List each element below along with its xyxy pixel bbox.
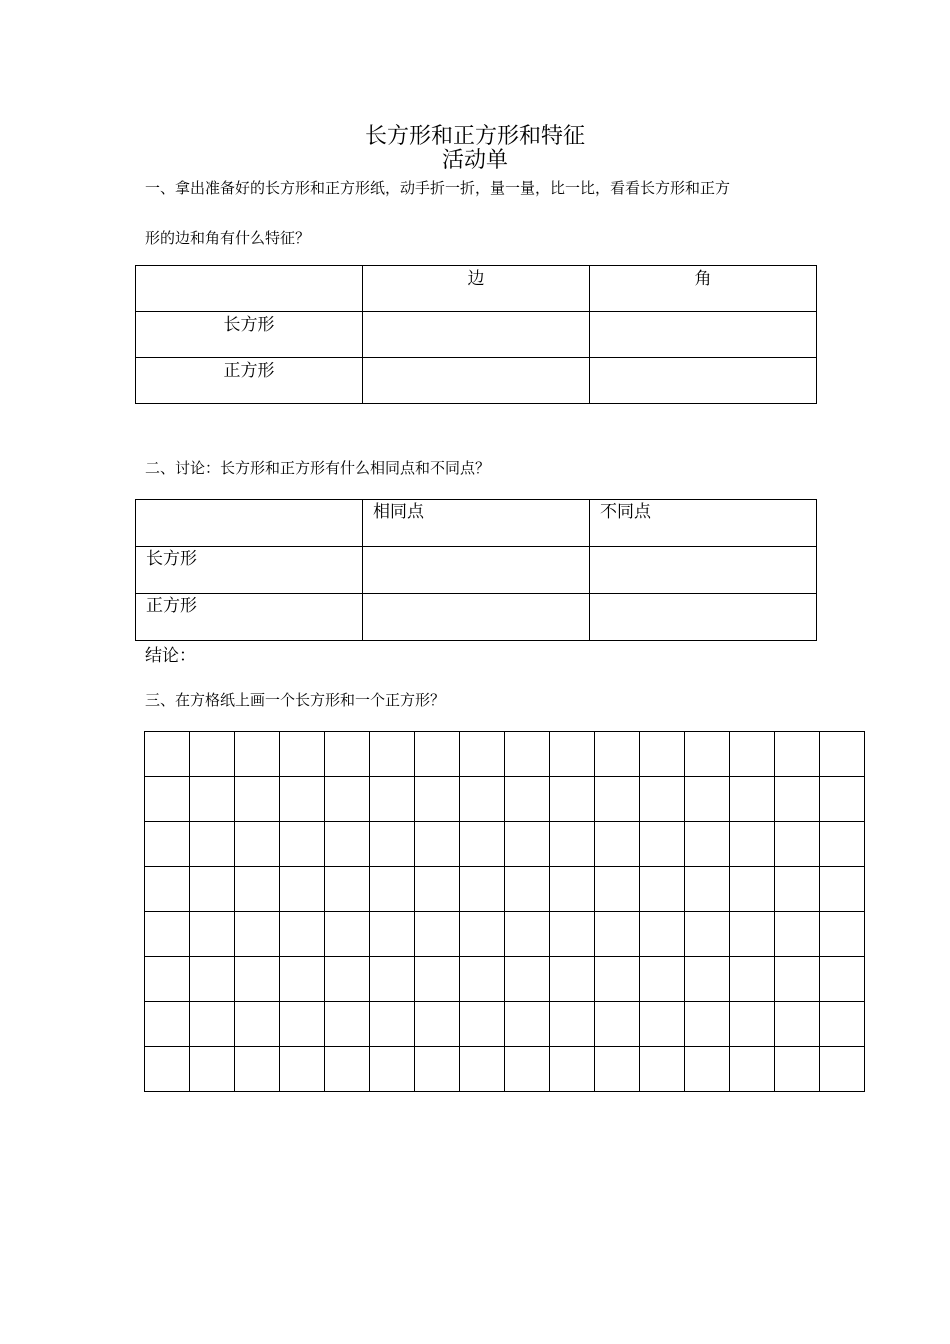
grid-cell[interactable] (325, 867, 370, 912)
grid-cell[interactable] (370, 777, 415, 822)
table-header-cell (136, 500, 363, 547)
grid-cell[interactable] (235, 912, 280, 957)
table-header-cell (136, 266, 363, 312)
grid-cell[interactable] (730, 822, 775, 867)
grid-cell[interactable] (235, 732, 280, 777)
grid-cell[interactable] (325, 777, 370, 822)
section1-instruction-line2: 形的边和角有什么特征？ (145, 229, 311, 247)
grid-row (145, 867, 865, 912)
grid-cell[interactable] (505, 867, 550, 912)
grid-cell[interactable] (280, 867, 325, 912)
grid-cell[interactable] (640, 822, 685, 867)
grid-cell[interactable] (190, 777, 235, 822)
grid-cell[interactable] (325, 957, 370, 1002)
table-header-cell: 边 (363, 266, 590, 312)
grid-row (145, 912, 865, 957)
answer-cell[interactable] (363, 547, 590, 594)
section2-heading: 二、讨论：长方形和正方形有什么相同点和不同点？ (145, 459, 491, 477)
document-title: 长方形和正方形和特征 (364, 124, 585, 149)
grid-cell[interactable] (415, 732, 460, 777)
grid-cell[interactable] (190, 732, 235, 777)
table-header-row (136, 266, 817, 312)
grid-cell[interactable] (145, 957, 190, 1002)
grid-cell[interactable] (820, 1047, 865, 1092)
table-row (136, 594, 817, 641)
grid-cell[interactable] (235, 867, 280, 912)
grid-cell[interactable] (370, 957, 415, 1002)
grid-cell[interactable] (685, 1047, 730, 1092)
grid-cell[interactable] (190, 912, 235, 957)
grid-cell[interactable] (235, 777, 280, 822)
grid-cell[interactable] (325, 1002, 370, 1047)
answer-cell[interactable] (363, 358, 590, 404)
grid-cell[interactable] (190, 867, 235, 912)
answer-cell[interactable] (590, 312, 817, 358)
grid-cell[interactable] (775, 732, 820, 777)
grid-cell[interactable] (820, 867, 865, 912)
answer-cell[interactable] (363, 312, 590, 358)
grid-cell[interactable] (505, 777, 550, 822)
grid-cell[interactable] (235, 1002, 280, 1047)
grid-cell[interactable] (145, 777, 190, 822)
grid-cell[interactable] (415, 912, 460, 957)
grid-cell[interactable] (775, 957, 820, 1002)
grid-cell[interactable] (370, 1047, 415, 1092)
grid-cell[interactable] (775, 777, 820, 822)
grid-cell[interactable] (595, 1002, 640, 1047)
grid-cell[interactable] (190, 957, 235, 1002)
grid-row (145, 1002, 865, 1047)
table-row-label: 正方形 (136, 594, 363, 641)
grid-cell[interactable] (325, 1047, 370, 1092)
table-header-cell: 角 (590, 266, 817, 312)
table-row-label: 长方形 (136, 312, 363, 358)
grid-cell[interactable] (190, 1047, 235, 1092)
edges-angles-table (135, 265, 817, 404)
grid-cell[interactable] (460, 867, 505, 912)
grid-cell[interactable] (820, 912, 865, 957)
grid-cell[interactable] (685, 867, 730, 912)
grid-cell[interactable] (550, 867, 595, 912)
grid-cell[interactable] (460, 912, 505, 957)
grid-cell[interactable] (685, 822, 730, 867)
grid-cell[interactable] (640, 732, 685, 777)
answer-cell[interactable] (590, 547, 817, 594)
grid-cell[interactable] (325, 912, 370, 957)
grid-cell[interactable] (505, 822, 550, 867)
grid-cell[interactable] (730, 732, 775, 777)
grid-cell[interactable] (460, 732, 505, 777)
grid-cell[interactable] (775, 1047, 820, 1092)
grid-cell[interactable] (775, 867, 820, 912)
answer-cell[interactable] (590, 358, 817, 404)
grid-cell[interactable] (730, 957, 775, 1002)
grid-cell[interactable] (550, 822, 595, 867)
grid-cell[interactable] (640, 957, 685, 1002)
grid-cell[interactable] (730, 867, 775, 912)
grid-cell[interactable] (145, 867, 190, 912)
grid-cell[interactable] (505, 912, 550, 957)
grid-row (145, 957, 865, 1002)
grid-cell[interactable] (550, 912, 595, 957)
grid-row (145, 732, 865, 777)
grid-cell[interactable] (235, 1047, 280, 1092)
table-row (136, 312, 817, 358)
grid-cell[interactable] (820, 1002, 865, 1047)
table-row-label: 正方形 (136, 358, 363, 404)
grid-cell[interactable] (685, 912, 730, 957)
grid-cell[interactable] (640, 867, 685, 912)
grid-row (145, 822, 865, 867)
grid-cell[interactable] (370, 732, 415, 777)
grid-cell[interactable] (325, 732, 370, 777)
grid-cell[interactable] (370, 867, 415, 912)
grid-cell[interactable] (640, 1047, 685, 1092)
conclusion-label: 结论： (145, 646, 196, 666)
grid-cell[interactable] (460, 822, 505, 867)
grid-cell[interactable] (775, 822, 820, 867)
grid-cell[interactable] (415, 822, 460, 867)
grid-cell[interactable] (595, 1047, 640, 1092)
grid-cell[interactable] (550, 777, 595, 822)
grid-cell[interactable] (505, 732, 550, 777)
grid-cell[interactable] (145, 822, 190, 867)
grid-cell[interactable] (595, 822, 640, 867)
grid-row (145, 777, 865, 822)
grid-cell[interactable] (415, 777, 460, 822)
grid-cell[interactable] (595, 912, 640, 957)
grid-cell[interactable] (280, 777, 325, 822)
grid-cell[interactable] (190, 1002, 235, 1047)
grid-cell[interactable] (280, 957, 325, 1002)
grid-cell[interactable] (280, 1047, 325, 1092)
section1-instruction-line1: 一、拿出准备好的长方形和正方形纸，动手折一折，量一量，比一比，看看长方形和正方 (145, 179, 731, 197)
drawing-grid[interactable] (144, 731, 865, 1092)
grid-cell[interactable] (595, 957, 640, 1002)
grid-cell[interactable] (460, 957, 505, 1002)
grid-cell[interactable] (370, 1002, 415, 1047)
grid-cell[interactable] (280, 912, 325, 957)
table-header-row (136, 500, 817, 547)
grid-cell[interactable] (235, 822, 280, 867)
grid-row (145, 1047, 865, 1092)
grid-cell[interactable] (820, 732, 865, 777)
grid-cell[interactable] (685, 1002, 730, 1047)
grid-cell[interactable] (145, 1047, 190, 1092)
grid-cell[interactable] (775, 912, 820, 957)
table-header-cell: 不同点 (590, 500, 817, 547)
grid-cell[interactable] (685, 732, 730, 777)
grid-cell[interactable] (595, 777, 640, 822)
grid-cell[interactable] (640, 1002, 685, 1047)
grid-cell[interactable] (460, 1002, 505, 1047)
table-header-cell: 相同点 (363, 500, 590, 547)
grid-cell[interactable] (415, 1047, 460, 1092)
grid-cell[interactable] (730, 912, 775, 957)
answer-cell[interactable] (363, 594, 590, 641)
grid-cell[interactable] (415, 1002, 460, 1047)
section3-heading: 三、在方格纸上画一个长方形和一个正方形？ (145, 691, 446, 709)
grid-cell[interactable] (820, 777, 865, 822)
grid-cell[interactable] (730, 1002, 775, 1047)
table-row-label: 长方形 (136, 547, 363, 594)
table-row (136, 358, 817, 404)
grid-cell[interactable] (775, 1002, 820, 1047)
grid-cell[interactable] (505, 1002, 550, 1047)
grid-cell[interactable] (145, 732, 190, 777)
grid-cell[interactable] (685, 957, 730, 1002)
grid-cell[interactable] (280, 822, 325, 867)
grid-cell[interactable] (595, 867, 640, 912)
grid-cell[interactable] (280, 1002, 325, 1047)
grid-cell[interactable] (730, 1047, 775, 1092)
grid-cell[interactable] (685, 777, 730, 822)
answer-cell[interactable] (590, 594, 817, 641)
grid-cell[interactable] (640, 912, 685, 957)
grid-cell[interactable] (550, 732, 595, 777)
grid-cell[interactable] (370, 912, 415, 957)
grid-cell[interactable] (550, 1047, 595, 1092)
grid-cell[interactable] (415, 867, 460, 912)
comparison-table (135, 499, 817, 641)
grid-cell[interactable] (145, 1002, 190, 1047)
grid-cell[interactable] (820, 957, 865, 1002)
grid-cell[interactable] (505, 1047, 550, 1092)
grid-cell[interactable] (730, 777, 775, 822)
grid-cell[interactable] (460, 1047, 505, 1092)
grid-cell[interactable] (550, 957, 595, 1002)
grid-cell[interactable] (235, 957, 280, 1002)
grid-cell[interactable] (190, 822, 235, 867)
table-row (136, 547, 817, 594)
grid-cell[interactable] (280, 732, 325, 777)
grid-cell[interactable] (505, 957, 550, 1002)
grid-cell[interactable] (145, 912, 190, 957)
grid-cell[interactable] (595, 732, 640, 777)
grid-cell[interactable] (415, 957, 460, 1002)
grid-cell[interactable] (640, 777, 685, 822)
document-subtitle: 活动单 (441, 148, 508, 173)
grid-cell[interactable] (325, 822, 370, 867)
grid-cell[interactable] (550, 1002, 595, 1047)
grid-cell[interactable] (460, 777, 505, 822)
grid-cell[interactable] (370, 822, 415, 867)
grid-cell[interactable] (820, 822, 865, 867)
